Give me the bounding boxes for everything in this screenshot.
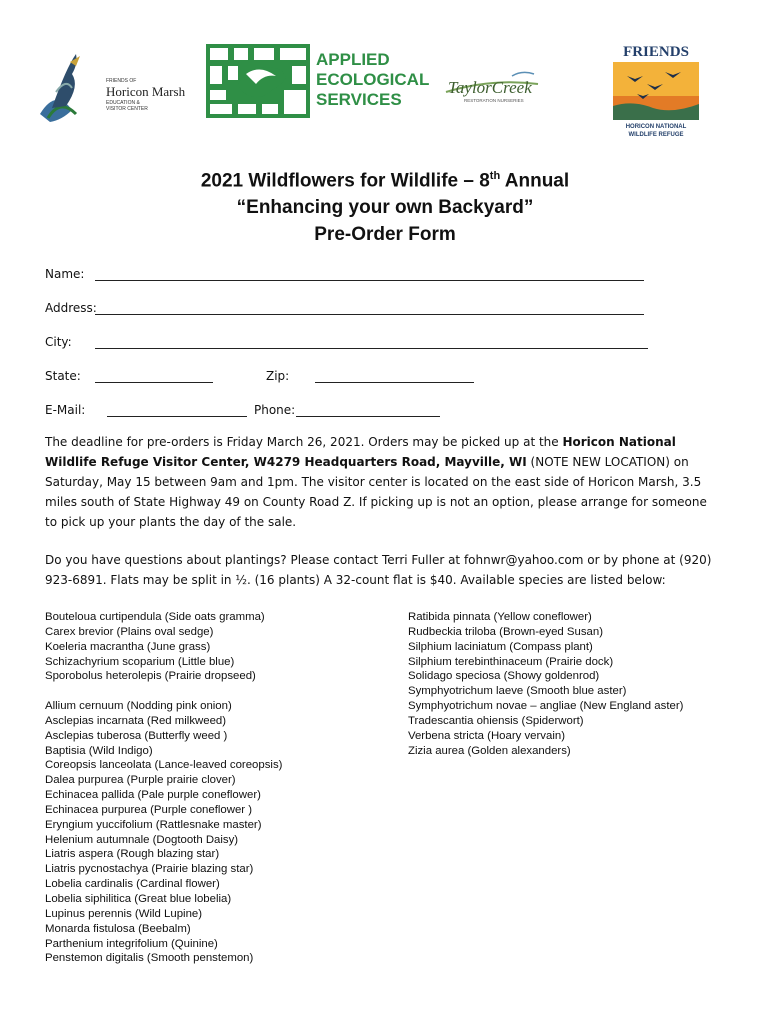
title-line1-a: 2021 Wildflowers for Wildlife – 8 xyxy=(200,170,490,192)
species-list-item: Bouteloua curtipendula (Side oats gramma) xyxy=(45,611,265,623)
species-list-item: Rudbeckia triloba (Brown-eyed Susan) xyxy=(408,625,604,638)
city-label: City: xyxy=(45,335,72,349)
aes-logo-line2: ECOLOGICAL xyxy=(316,70,430,89)
species-list-item: Eryngium yuccifolium (Rattlesnake master) xyxy=(45,818,262,831)
species-list-left-grasses xyxy=(45,610,265,684)
species-list-item: Echinacea purpurea (Purple coneflower ) xyxy=(45,803,253,816)
state-label: State: xyxy=(45,369,81,383)
species-list-item: Asclepias tuberosa (Butterfly weed ) xyxy=(45,729,228,742)
species-list-item: Tradescantia ohiensis (Spiderwort) xyxy=(408,714,584,727)
geese-flying-icon xyxy=(613,62,699,120)
address-field[interactable] xyxy=(95,314,644,315)
city-field[interactable] xyxy=(95,348,648,349)
pickup-info-paragraph xyxy=(45,432,713,532)
species-list-item: Penstemon digitalis (Smooth penstemon) xyxy=(45,952,254,965)
friends-logo-line2: WILDLIFE REFUGE xyxy=(628,132,684,138)
taylor-creek-name: TaylorCreek xyxy=(448,78,532,97)
species-list-item: Sporobolus heterolepis (Prairie dropseed) xyxy=(45,670,256,683)
species-list-item: Dalea purpurea (Purple prairie clover) xyxy=(45,774,236,787)
species-list-right xyxy=(408,610,683,758)
friends-logo-line1: HORICON NATIONAL xyxy=(625,124,687,130)
taylor-creek-sub: RESTORATION NURSERIES xyxy=(464,98,524,103)
species-list-item: Lobelia cardinalis (Cardinal flower) xyxy=(45,878,220,891)
phone-label: Phone: xyxy=(254,403,296,417)
zip-label: Zip: xyxy=(266,369,290,383)
form-title: Pre-Order Form xyxy=(314,224,456,245)
horicon-logo-line1: FRIENDS OF xyxy=(106,78,137,84)
species-list-item: Verbena stricta (Hoary vervain) xyxy=(408,729,565,742)
species-list-item: Helenium autumnale (Dogtooth Daisy) xyxy=(45,833,239,846)
species-list-item: Parthenium integrifolium (Quinine) xyxy=(45,937,218,950)
contact-info-paragraph: Do you have questions about plantings? Please contact Terri Fuller at fohnwr@yahoo.com or by phone at (920) 923-6891. Flats may be split in ½. (16 plants) A 32-count flat is $40. Available species are listed below: xyxy=(45,553,712,587)
species-list-item: Ratibida pinnata (Yellow coneflower) xyxy=(408,611,592,623)
page-title xyxy=(0,170,770,192)
species-list-item: Lobelia siphilitica (Great blue lobelia) xyxy=(45,892,232,905)
pickup-info-text-b: (NOTE NEW LOCATION) on Saturday, May 15 between 9am and 1pm. The visitor center is located on the east side of Horicon Marsh, 3.5 miles south of State Highway 49 on County Road Z. If picking up is not an option, please arrange for someone to pick up your plants the day of the sale. xyxy=(45,455,707,529)
species-list-item: Lupinus perennis (Wild Lupine) xyxy=(45,907,203,920)
species-list-item: Silphium terebinthinaceum (Prairie dock) xyxy=(408,655,614,668)
species-list-item: Liatris pycnostachya (Prairie blazing star) xyxy=(45,863,254,876)
species-list-item: Coreopsis lanceolata (Lance-leaved coreopsis) xyxy=(45,759,283,772)
species-list-item: Asclepias incarnata (Red milkweed) xyxy=(45,714,227,727)
aes-logo-line3: SERVICES xyxy=(316,90,402,109)
title-line1-sup: th xyxy=(489,170,501,182)
taylor-creek-logo xyxy=(442,70,542,106)
horicon-logo-name: Horicon Marsh xyxy=(106,84,186,99)
species-list-item: Symphyotrichum laeve (Smooth blue aster) xyxy=(408,685,627,698)
species-list-item: Schizachyrium scoparium (Little blue) xyxy=(45,655,235,668)
species-list-item: Koeleria macrantha (June grass) xyxy=(45,640,211,653)
name-label: Name: xyxy=(45,267,85,281)
species-list-left-forbs xyxy=(45,699,282,966)
species-list-item: Liatris aspera (Rough blazing star) xyxy=(45,848,220,861)
phone-field[interactable] xyxy=(296,416,440,417)
state-field[interactable] xyxy=(95,382,213,383)
applied-ecological-services-logo xyxy=(206,44,430,118)
species-list-item: Silphium laciniatum (Compass plant) xyxy=(408,640,593,653)
friends-logo-title: FRIENDS xyxy=(623,44,689,60)
aes-logo-line1: APPLIED xyxy=(316,50,390,69)
aes-logo-text xyxy=(316,50,429,110)
title-line1-b: Annual xyxy=(500,170,570,192)
name-field[interactable] xyxy=(95,280,644,281)
species-list-item: Symphyotrichum novae – angliae (New England aster) xyxy=(408,700,684,713)
species-list-item: Allium cernuum (Nodding pink onion) xyxy=(45,700,232,712)
species-list-item: Zizia aurea (Golden alexanders) xyxy=(408,744,571,757)
species-list-item: Echinacea pallida (Pale purple coneflower) xyxy=(45,789,261,802)
aes-map-icon xyxy=(206,44,310,118)
address-label: Address: xyxy=(45,301,97,315)
species-list-item: Carex brevior (Plains oval sedge) xyxy=(45,625,214,638)
species-list-item: Monarda fistulosa (Beebalm) xyxy=(45,922,191,935)
zip-field[interactable] xyxy=(315,382,474,383)
friends-horicon-refuge-logo xyxy=(610,44,702,142)
pickup-location-bold: Horicon National Wildlife Refuge Visitor Center, W4279 Headquarters Road, Mayville, WI xyxy=(45,435,676,469)
species-list-item: Solidago speciosa (Showy goldenrod) xyxy=(408,670,600,683)
horicon-logo-line3: EDUCATION & xyxy=(106,100,140,106)
email-label: E-Mail: xyxy=(45,403,86,417)
horicon-logo-line4: VISITOR CENTER xyxy=(106,106,148,112)
email-field[interactable] xyxy=(107,416,247,417)
pickup-info-text-a: The deadline for pre-orders is Friday March 26, 2021. Orders may be picked up at the xyxy=(45,435,563,449)
species-list-item: Baptisia (Wild Indigo) xyxy=(45,744,153,757)
horicon-marsh-logo xyxy=(36,48,186,128)
page-subtitle: “Enhancing your own Backyard” xyxy=(236,197,534,218)
